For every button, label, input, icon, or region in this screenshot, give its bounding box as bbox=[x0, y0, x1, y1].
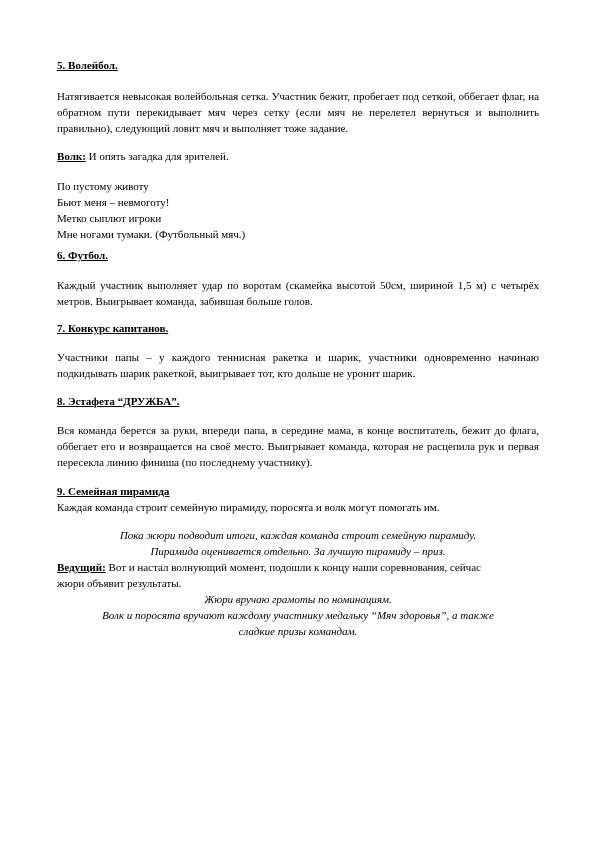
finale-italic-block-1 bbox=[57, 528, 539, 560]
relay-text: Вся команда берется за руки, впереди папа, в середине мама, в конце воспитатель, бежит до флага, оббегает его и возвращается на своё место. Выигрывает команда, которая не расцепила рук и первая пересекла линию финиша (по последнему участнику). bbox=[57, 425, 539, 469]
volleyball-text: Натягивается невысокая волейбольная сетка. Участник бежит, пробегает под сеткой, оббегает флаг, на обратном пути перекидывает мяч через сетку (если мяч не перелетел вернуться и выполнить правильно), следующий ловит мяч и выполняет тоже задание. bbox=[57, 91, 539, 135]
italic-line: Жюри вручаю грамоты по номинациям. bbox=[204, 594, 392, 606]
italic-line: сладкие призы командам. bbox=[238, 626, 358, 638]
speaker-label-host: Ведущий: bbox=[57, 562, 106, 574]
captains-heading: 7. Конкурс капитанов. bbox=[57, 323, 169, 335]
poem-line: Мне ногами тумаки. (Футбольный мяч.) bbox=[57, 229, 246, 241]
host-line: Вот и настал волнующий момент, подошли к концу наши соревнования, сейчас bbox=[105, 562, 481, 574]
finale-italic-block-2 bbox=[57, 592, 539, 640]
italic-line: Пирамида оценивается отдельно. За лучшую пирамиду – приз. bbox=[150, 546, 446, 558]
volleyball-heading: 5. Волейбол. bbox=[57, 60, 118, 72]
relay-heading: 8. Эстафета “ДРУЖБА”. bbox=[57, 396, 180, 408]
riddle-poem bbox=[57, 179, 539, 243]
italic-line: Волк и поросята вручают каждому участнику медальку “Мяч здоровья”, а также bbox=[102, 610, 494, 622]
football-heading: 6. Футбол. bbox=[57, 250, 108, 262]
pyramid-text: Каждая команда строит семейную пирамиду, поросята и волк могут помогать им. bbox=[57, 502, 440, 514]
riddle-paragraph bbox=[57, 149, 539, 165]
host-line: жюри объявит результаты. bbox=[57, 578, 182, 590]
pyramid-heading: 9. Семейная пирамида bbox=[57, 486, 170, 498]
football-text: Каждый участник выполняет удар по воротам (скамейка высотой 50см, шириной 1,5 м) с четырёх метров. Выигрывает команда, забившая больше голов. bbox=[57, 280, 539, 308]
captains-text: Участники папы – у каждого теннисная ракетка и шарик, участники одновременно начинаю подкидывать шарик ракеткой, выигрывает тот, кто дольше не уронит шарик. bbox=[57, 352, 539, 380]
riddle-intro: И опять загадка для зрителей. bbox=[85, 151, 229, 163]
speaker-label-wolf: Волк: bbox=[57, 151, 86, 163]
poem-line: Метко сыплют игроки bbox=[57, 213, 162, 225]
poem-line: По пустому животу bbox=[57, 181, 149, 193]
host-paragraph bbox=[57, 560, 539, 592]
italic-line: Пока жюри подводит итоги, каждая команда строит семейную пирамиду. bbox=[119, 530, 477, 542]
poem-line: Бьют меня – невмоготу! bbox=[57, 197, 170, 209]
